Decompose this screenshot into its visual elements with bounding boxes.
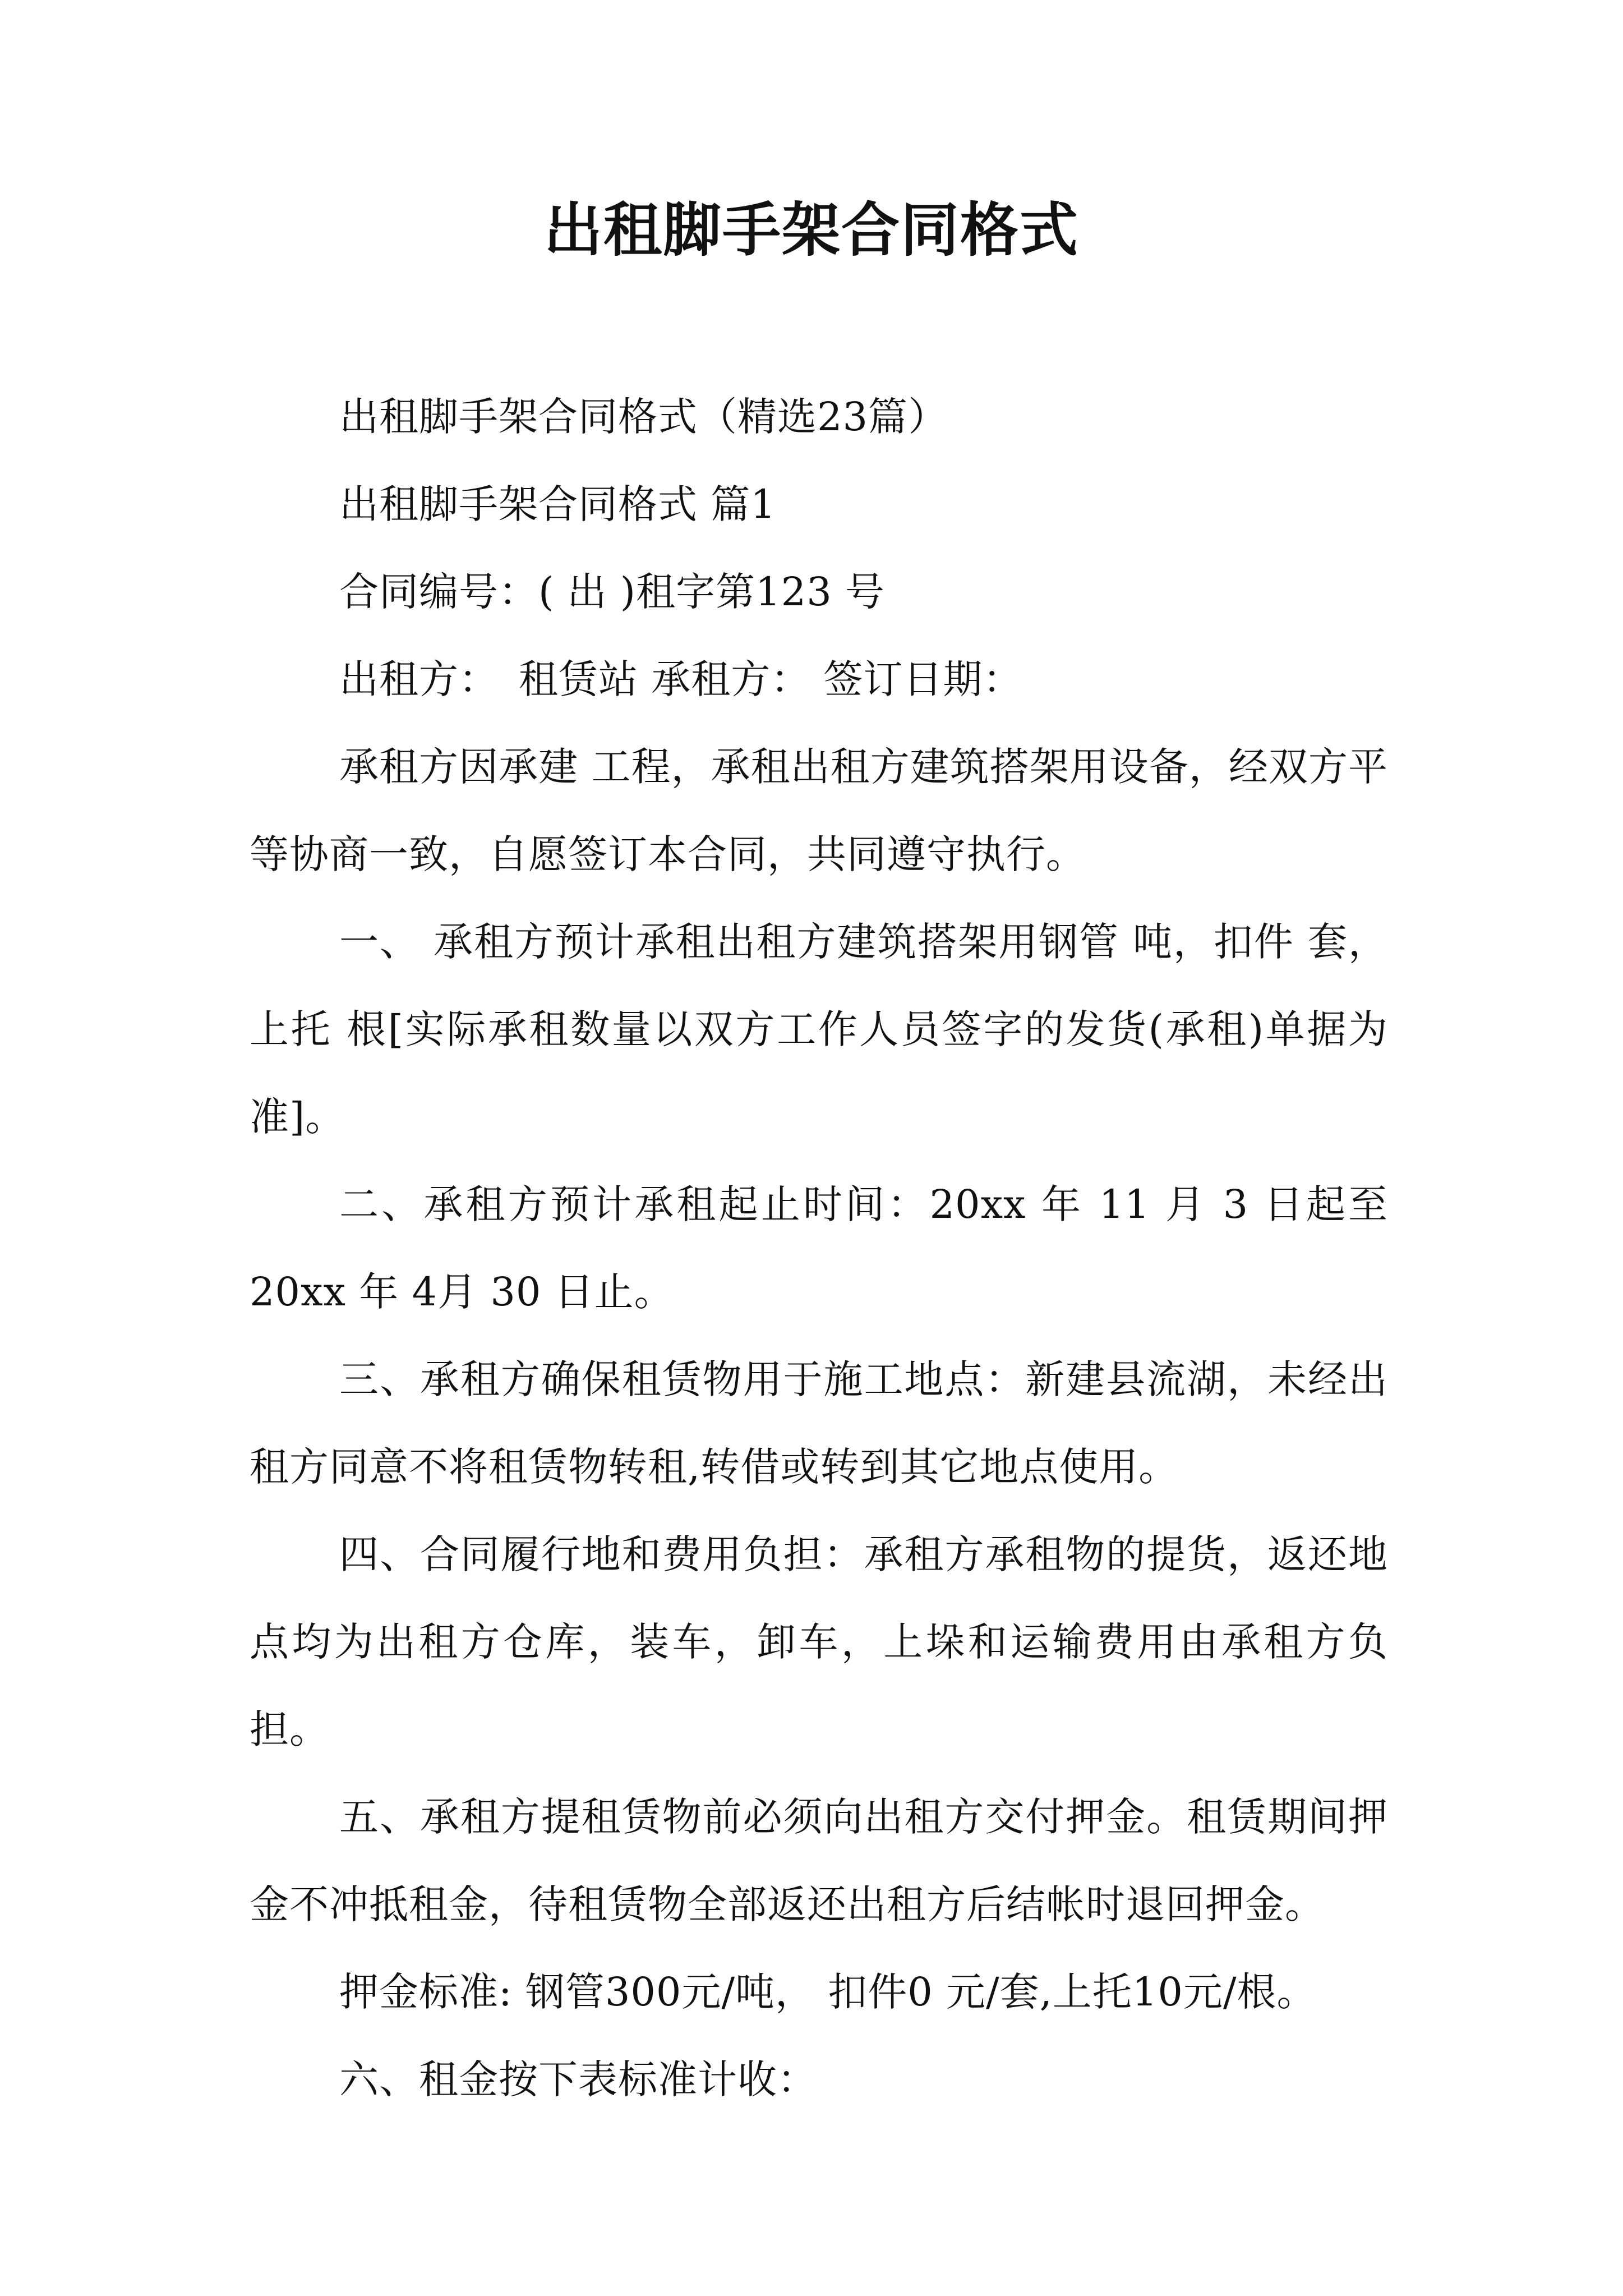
clause-5: 五、承租方提租赁物前必须向出租方交付押金。租赁期间押金不冲抵租金，待租赁物全部返还出租方后结帐时退回押金。 [250,1794,1388,1927]
clause-6: 六、租金按下表标准计收： [339,2056,817,2102]
deposit-standard: 押金标准: 钢管300元/吨， 扣件0 元/套,上托10元/根。 [339,1969,1317,2015]
clause-4: 四、合同履行地和费用负担：承租方承租物的提货，返还地点均为出租方仓库，装车，卸车，上垛和运输费用由承租方负担。 [250,1531,1388,1752]
contract-number: 合同编号：( 出 )租字第123 号 [339,569,885,615]
parties-line: 出租方： 租赁站 承租方： 签订日期： [339,656,1023,702]
clause-1: 一、 承租方预计承租出租方建筑搭架用钢管 吨，扣件 套，上托 根[实际承租数量以双方工作人员签字的发货(承租)单据为准]。 [250,919,1388,1140]
section-heading: 出租脚手架合同格式 篇1 [339,481,776,527]
document-title: 出租脚手架合同格式 [543,195,1079,264]
intro-paragraph: 承租方因承建 工程，承租出租方建筑搭架用设备，经双方平等协商一致，自愿签订本合同，共同遵守执行。 [250,744,1388,877]
subtitle-paragraph: 出租脚手架合同格式（精选23篇） [339,394,948,440]
document-body [250,373,1388,2123]
clause-3: 三、承租方确保租赁物用于施工地点：新建县流湖，未经出租方同意不将租赁物转租,转借或转到其它地点使用。 [250,1356,1388,1490]
clause-2: 二、承租方预计承租起止时间：20xx 年 11 月 3 日起至 20xx 年 4月 30 日止。 [250,1181,1388,1315]
